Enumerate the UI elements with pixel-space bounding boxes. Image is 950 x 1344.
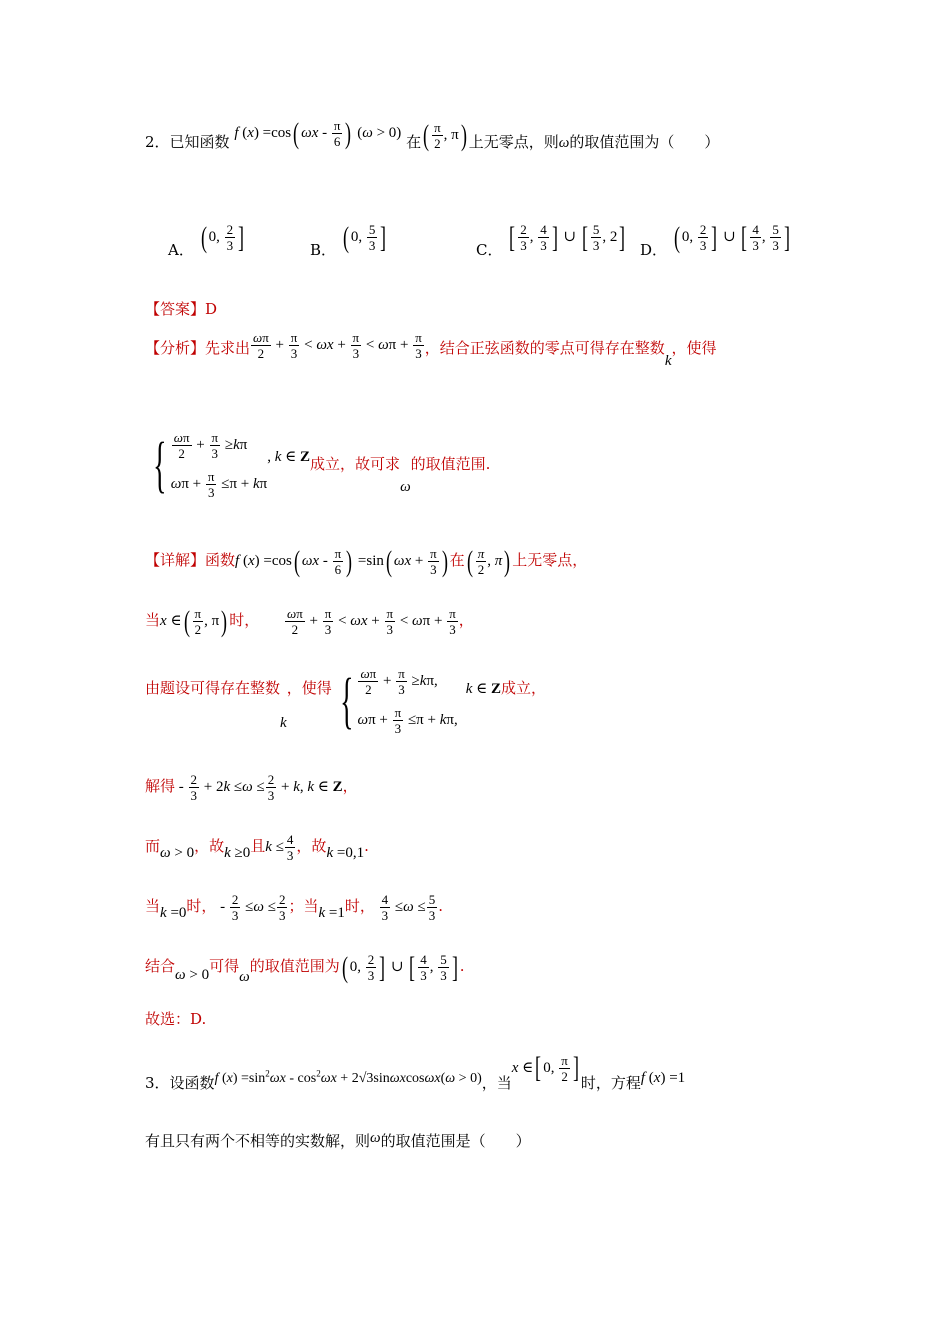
detail-l5-c: 且 [250, 836, 266, 855]
k-nonneg: k ≥0 [224, 844, 251, 861]
final-range: ( 0, $\frac{2}{3}$ ] ∪ [ $\frac{4}{3}$ , $\frac{5}{3}$ ] [341, 950, 458, 984]
detail-conclusion [145, 1008, 890, 1030]
option-b [310, 220, 388, 259]
detail-l7-b: 可得 [209, 956, 240, 975]
analysis-line2-tail: 的取值范围. [410, 455, 491, 473]
question-lead: 已知函数 [169, 132, 230, 151]
q3-line2: 有且只有两个不相等的实数解，则 [145, 1132, 371, 1150]
analysis-system: { $\frac{\omega\pi}{2}$ + $\frac{\pi}{3}$ ≥kπ ωπ + $\frac{\pi}{3}$ ≤π + kπ [153, 430, 268, 500]
detail-l6-a: 当 [145, 896, 161, 915]
omega-symbol-4: ω [370, 1130, 381, 1146]
function-formula: f (x) =cos( ωx - $\frac{\pi}{6}$ ) (ω > 0) [234, 116, 402, 150]
detail-line-5: 而ω > 0，故k ≥0且k ≤ $\frac{4}{3}$ ，故k =0,1. [145, 832, 369, 863]
detail-line-1 [145, 546, 890, 577]
detail-l2-lead: 当 [145, 610, 161, 629]
analysis-lead: 先求出 [205, 338, 251, 357]
detail-l7-c: 的取值范围为 [249, 956, 340, 975]
conclusion-text: 故选：D. [145, 1010, 207, 1028]
analysis-line-2 [145, 430, 890, 500]
k-in-z-2: k ∈ Z [465, 681, 501, 697]
omega-symbol-3: ω [239, 968, 250, 985]
question-3-line-2 [145, 1130, 890, 1153]
detail-l5-b: ，故 [194, 836, 225, 855]
detail-label: 【详解】 [145, 550, 206, 569]
analysis-label: 【分析】 [145, 338, 206, 357]
detail-l3-lead: 由题设可得存在整数 [145, 679, 281, 697]
detail-x-range: x ∈( $\frac{\pi}{2}$ , π) [160, 604, 228, 638]
question-3 [145, 1051, 890, 1092]
k-values: k =0,1 [326, 844, 365, 861]
question-tail2: 的取值范围为（ ） [569, 132, 720, 151]
option-d-label: D． [640, 240, 668, 259]
option-a-label: A． [168, 240, 194, 259]
detail-l1-mid: 在 [449, 550, 465, 569]
detail-l5-a: 而 [145, 836, 161, 855]
option-c-value: [ $\frac{2}{3}$ , $\frac{4}{3}$ ] ∪ [ $\frac{5}{3}$ , 2] [509, 220, 626, 254]
detail-l5-d: ，故 [296, 836, 327, 855]
detail-line-3 [145, 666, 890, 736]
q3-mid2: 时，方程 [580, 1073, 641, 1092]
question-number: 2． [145, 132, 170, 151]
option-b-label: B． [310, 240, 337, 259]
detail-l1-lead: 函数 [205, 550, 236, 569]
k-symbol: k [664, 352, 672, 369]
option-a [168, 220, 246, 259]
detail-line-7: 结合ω > 0可得ω的取值范围为( 0, $\frac{2}{3}$ ] ∪ [ $\frac{4}{3}$ , $\frac{5}{3}$ ] . [145, 952, 890, 983]
k-in-z: , k ∈ Z [267, 449, 311, 465]
detail-l6-c: ；当 [288, 896, 319, 915]
detail-line-6: 当k =0时， - $\frac{2}{3}$ ≤ω ≤ $\frac{2}{3}$ ；当k =1时， $\frac{4}{3}$ ≤ω ≤ $\frac{5}{3}$ . [145, 892, 443, 923]
detail-l6-d: 时， [344, 896, 375, 915]
q3-equation: f (x) =1 [640, 1069, 686, 1086]
q3-lead: 设函数 [169, 1073, 215, 1092]
k-bound: k ≤ $\frac{4}{3}$ [265, 832, 294, 863]
omega-symbol-2: ω [400, 479, 411, 495]
q3-line2-tail: 的取值范围是（ ） [380, 1132, 531, 1150]
detail-l3-tail: 成立， [501, 679, 547, 697]
question-2 [145, 116, 890, 159]
option-d-value: ( 0, $\frac{2}{3}$ ] ∪ [ $\frac{4}{3}$ , $\frac{5}{3}$ ] [673, 220, 790, 254]
detail-system: { $\frac{\omega\pi}{2}$ + $\frac{\pi}{3}$ ≥kπ, ωπ + $\frac{\pi}{3}$ ≤π + kπ, [339, 666, 458, 736]
analysis-mid: ，结合正弦函数的零点可得存在整数 [424, 338, 665, 357]
detail-l1-tail: 上无零点， [512, 550, 588, 569]
detail-solution: - $\frac{2}{3}$ + 2k ≤ω ≤ $\frac{2}{3}$ + k, k ∈ Z [175, 772, 343, 803]
detail-l7-a: 结合 [145, 956, 176, 975]
analysis-line [145, 330, 890, 369]
detail-formula: f (x) =cos( ωx - $\frac{\pi}{6}$ ) =sin( ωx + $\frac{\pi}{3}$ ) [235, 544, 448, 578]
range-k0: - $\frac{2}{3}$ ≤ω ≤ $\frac{2}{3}$ [216, 892, 286, 923]
option-c-label: C． [476, 240, 503, 259]
interval: ( $\frac{\pi}{2}$ , π) [423, 118, 467, 152]
option-a-value: ( 0, $\frac{2}{3}$ ] [200, 220, 245, 254]
omega-positive: ω > 0 [160, 844, 195, 861]
k-one: k =1 [318, 904, 345, 921]
omega-positive-2: ω > 0 [175, 966, 210, 983]
detail-interval: ( $\frac{\pi}{2}$ , π) [466, 544, 511, 578]
option-c [476, 220, 627, 259]
range-k1: $\frac{4}{3}$ ≤ω ≤ $\frac{5}{3}$ [381, 892, 436, 923]
k-zero: k =0 [160, 904, 187, 921]
option-b-value: ( 0, $\frac{5}{3}$ ] [342, 220, 387, 254]
omega-symbol: ω [558, 134, 570, 151]
detail-l6-b: 时， [186, 896, 217, 915]
q3-x-range: x ∈[ 0, $\frac{\pi}{2}$ ] [511, 1051, 579, 1085]
analysis-inequality: $\frac{\omega\pi}{2}$ + $\frac{\pi}{3}$ < ωx + $\frac{\pi}{3}$ < ωπ + $\frac{\pi}{3}$ [253, 330, 422, 361]
option-d [640, 220, 792, 259]
detail-line-4: 解得 - $\frac{2}{3}$ + 2k ≤ω ≤ $\frac{2}{3}$ + k, k ∈ Z， [145, 772, 358, 803]
detail-line-2: 当x ∈( $\frac{\pi}{2}$ , π) 时， $\frac{\omega\pi}{2}$ + $\frac{\pi}{3}$ < ωx + $\frac{\pi}{3}$ < ωπ + $\frac{\pi}{3}$ ， [145, 604, 474, 638]
answer-line [145, 298, 890, 320]
question-mid: 在 [406, 132, 422, 151]
q3-number: 3． [145, 1073, 170, 1092]
k-symbol-2: k [280, 715, 287, 731]
answer-label: 【答案】 [145, 300, 206, 318]
detail-l4-lead: 解得 [145, 776, 176, 795]
detail-inequality: $\frac{\omega\pi}{2}$ + $\frac{\pi}{3}$ < ωx + $\frac{\pi}{3}$ < ωπ + $\frac{\pi}{3}$ [287, 606, 456, 637]
q3-formula: f $(x) =\sin^2\omega x - \cos^2\omega x + 2√3\sin\omega xcos\omega x(\omega > 0)$ [214, 1068, 482, 1086]
detail-l2-mid: 时， [229, 610, 260, 629]
detail-l3-mid: ，使得 [286, 679, 332, 697]
analysis-line2-mid: 成立，故可求 [310, 455, 401, 473]
answer-value: D [205, 300, 218, 318]
q3-mid: ，当 [481, 1073, 512, 1092]
analysis-tail: ，使得 [671, 338, 717, 357]
question-tail: 上无零点，则 [468, 132, 559, 151]
